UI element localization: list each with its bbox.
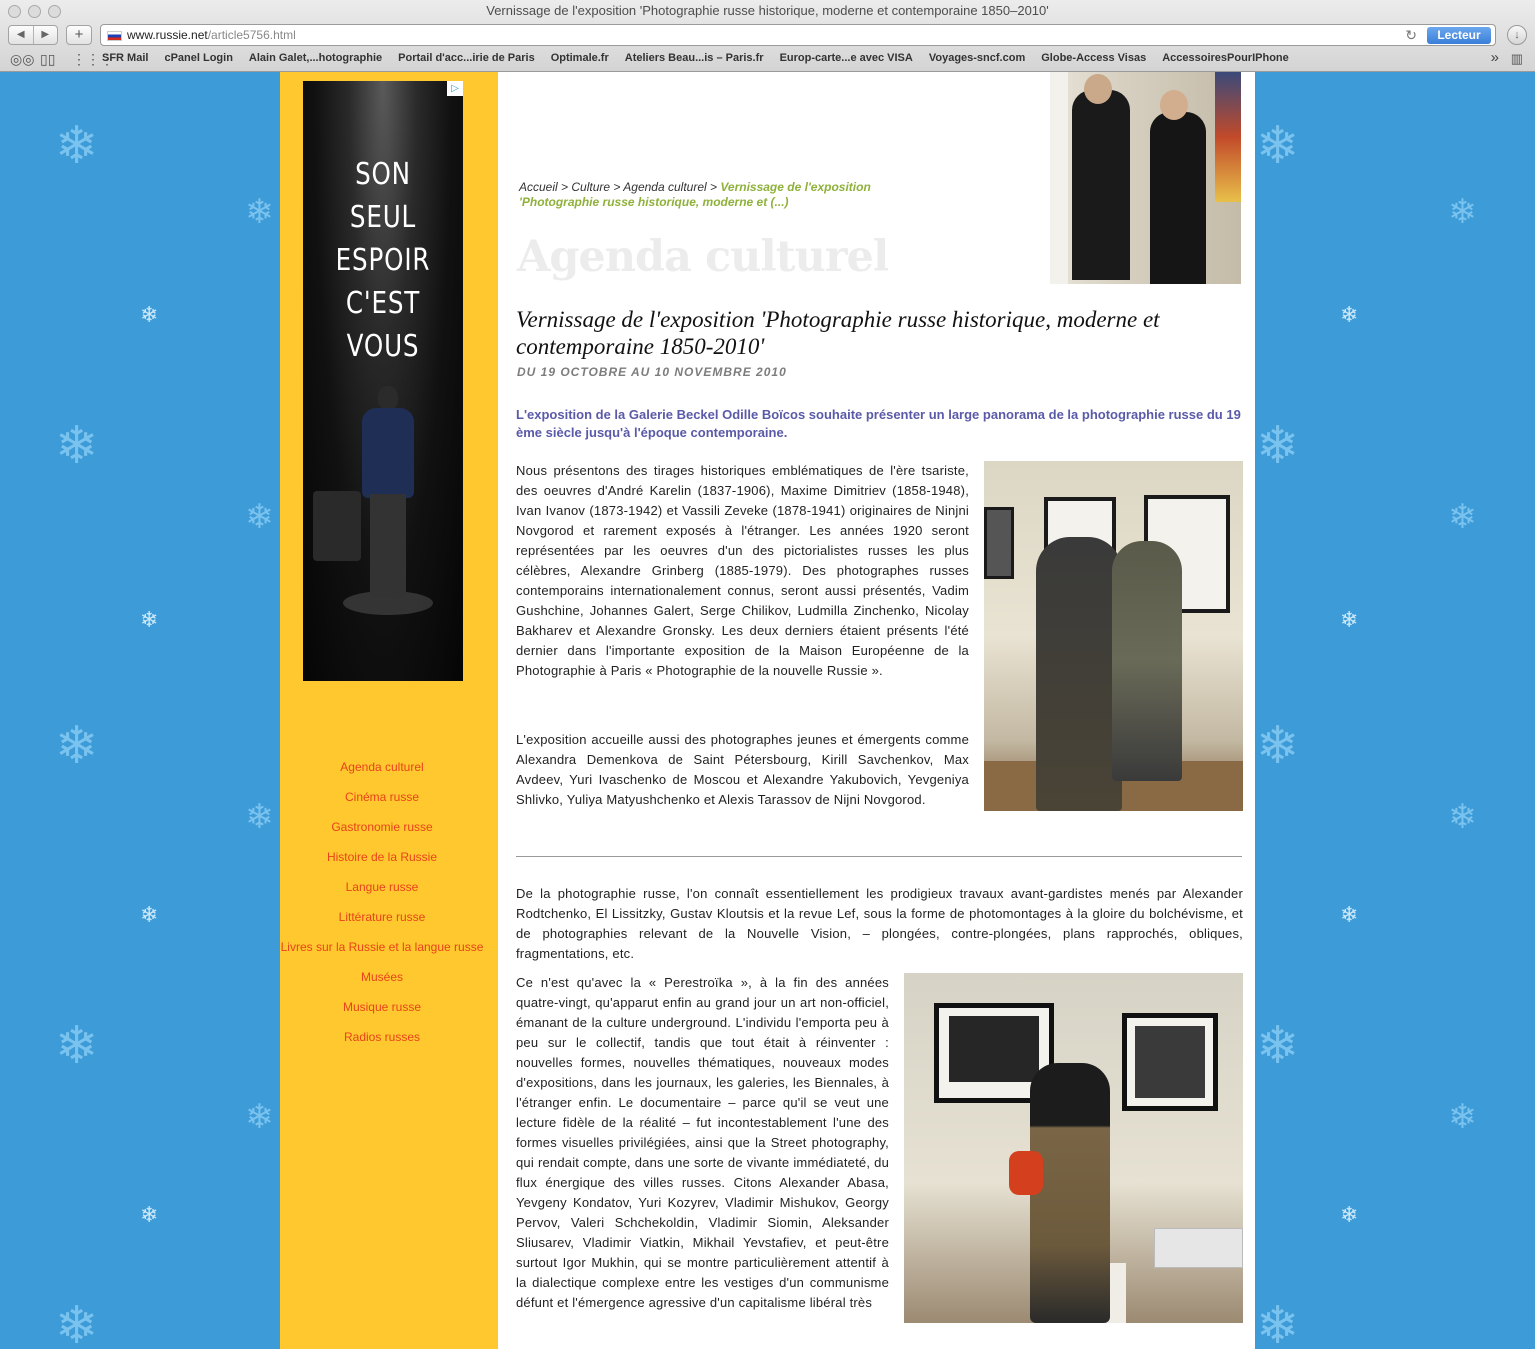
new-tab-button[interactable]: + [66,25,92,45]
sidebar-nav-item[interactable]: Gastronomie russe [331,820,433,834]
sidebar-nav-item[interactable]: Agenda culturel [340,760,424,774]
window-title: Vernissage de l'exposition 'Photographie russe historique, moderne et contemporaine 1850–2010' [486,3,1049,18]
gallery-photo-woman [904,973,1243,1323]
left-sidebar [280,72,498,1349]
bookmarks-bar [0,51,1535,69]
address-bar[interactable] [100,24,1496,46]
breadcrumb-path[interactable]: Accueil > Culture > Agenda culturel > [519,180,721,194]
ad-shopping-cart [313,491,361,561]
sidebar-toggle-icon[interactable]: ▥ [1510,51,1523,66]
reload-icon[interactable]: ↻ [1405,27,1417,43]
snowflake-icon: ❄ [55,416,99,476]
snowflake-icon: ❄ [1256,1016,1300,1076]
paragraph-3: De la photographie russe, l'on connaît essentiellement les prodigieux travaux avant-gardistes menés par Alexander Rodtchenko, El Lissitzky, Gustav Kloutsis et la revue Lef, sous la forme de photomontages à la gloire du bolchévisme, et de photographies relevant de la Nouvelle Vision, – plongées, contre-plongées, plans rapprochés, obliques, fragmentations, etc. [516,886,1243,961]
bookmark-link[interactable]: Optimale.fr [550,52,609,64]
bookmark-link[interactable]: Portail d'acc...irie de Paris [398,52,535,64]
breadcrumb [519,180,919,210]
snowflake-icon: ❄ [55,1016,99,1076]
snowflake-icon: ❄ [1256,716,1300,776]
sidebar-nav-item[interactable]: Musique russe [342,1000,422,1014]
sidebar-nav-item[interactable]: Radios russes [343,1030,421,1044]
paragraph-2: L'exposition accueille aussi des photographes jeunes et émergents comme Alexandra Demenkova de Saint Pétersbourg, Kirill Savchenkov, Max Avdeev, Yuri Ivaschenko de Moscou et Alexandre Yakubovich, Yevgeniya Shlivko, Yuliya Matyushchenko et Alexis Tarassov de Nijni Novgorod. [516,732,969,807]
divider [516,856,1242,857]
ad-homeless-person-image [358,386,418,601]
sidebar-nav-item[interactable]: Musées [360,970,404,984]
header-photo-two-men [1050,72,1241,284]
advertisement-banner[interactable] [303,81,463,681]
bookmark-link[interactable]: cPanel Login [164,52,233,64]
breadcrumb-current: Vernissage de l'exposition 'Photographie russe historique, moderne et (...) [519,180,871,209]
url-path: /article5756.html [207,28,296,42]
bookmark-link[interactable]: Globe-Access Visas [1041,52,1147,64]
snowflake-icon: ❄ [140,903,159,928]
snowflake-icon: ❄ [1340,1203,1359,1228]
main-content [498,72,1255,1349]
snowflake-icon: ❄ [1448,192,1477,232]
sidebar-nav [280,758,484,1058]
downloads-icon[interactable]: ↓ [1507,25,1527,45]
article-intro: L'exposition de la Galerie Beckel Odille Boïcos souhaite présenter un large panorama de la photographie russe du 19 ème siècle jusqu'à l'époque contemporaine. [516,407,1241,440]
bookmark-link[interactable]: Voyages-sncf.com [928,52,1026,64]
history-nav [8,25,58,45]
snowflake-icon: ❄ [1448,1097,1477,1137]
bookmark-link[interactable]: AccessoiresPourIPhone [1162,52,1289,64]
ad-slogan: SON SEUL ESPOIR C'EST VOUS [335,157,431,364]
paragraph-1: Nous présentons des tirages historiques emblématiques de l'ère tsariste, des oeuvres d'André Karelin (1837-1906), Maxime Dimitriev (1858-1948), Ivan Ivanov (1873-1942) et Vassili Zeveke (1878-1941) originaires de Ninjni Novgorod et rarement exposés à l'étranger. Les années 1920 seront représentées par les oeuvres d'un des pictorialistes russes les plus célèbres, Alexandre Grinberg (1885-1979). Des photographes russes contemporains internationalement connus, seront aussi présentés, Vadim Gushchine, Johannes Galert, Serge Chilikov, Ludmilla Zinchenko, Nicolay Bakharev et Alexandre Gronsky. Les deux derniers étaient présents l'été dernier dans l'importante exposition de la Maison Européenne de la Photographie à Paris « Photographie de la nouvelle Russie ». [516,463,969,678]
snowflake-icon: ❄ [1340,608,1359,633]
reading-list-icon[interactable]: ◎◎ [10,51,35,67]
snowflake-icon: ❄ [140,303,159,328]
snowflake-icon: ❄ [55,716,99,776]
snowflake-icon: ❄ [1340,303,1359,328]
snowflake-icon: ❄ [140,608,159,633]
bookmark-link[interactable]: Alain Galet,...hotographie [248,52,383,64]
sidebar-nav-item[interactable]: Langue russe [345,880,419,894]
browser-chrome [0,0,1535,72]
adchoices-icon[interactable]: ▷ [447,81,463,96]
snowflake-icon: ❄ [55,116,99,176]
gallery-photo-visitors [984,461,1243,811]
back-icon[interactable]: ◀ [9,26,34,44]
forward-icon[interactable]: ▶ [41,29,50,40]
snowflake-icon: ❄ [245,1097,274,1137]
reader-button[interactable]: Lecteur [1427,27,1491,44]
snowflake-icon: ❄ [1448,797,1477,837]
snowflake-icon: ❄ [55,1296,99,1349]
snowflake-icon: ❄ [140,1203,159,1228]
more-bookmarks-icon[interactable]: » [1490,49,1499,66]
snowflake-icon: ❄ [1340,903,1359,928]
bookmark-link[interactable]: Ateliers Beau...is – Paris.fr [624,52,764,64]
russia-flag-icon [107,31,122,41]
bookmarks-book-icon[interactable]: ▯▯ [40,51,56,67]
sidebar-nav-item[interactable]: Littérature russe [338,910,426,924]
section-title: Agenda culturel [517,232,889,282]
snowflake-icon: ❄ [245,497,274,537]
article-title: Vernissage de l'exposition 'Photographie russe historique, moderne et contemporaine 1850-2010' [516,307,1160,359]
sidebar-nav-item[interactable]: Cinéma russe [344,790,420,804]
snowflake-icon: ❄ [1256,116,1300,176]
bookmark-link[interactable]: SFR Mail [102,52,149,64]
snowflake-icon: ❄ [1256,1296,1300,1349]
sidebar-nav-item[interactable]: Histoire de la Russie [326,850,438,864]
bookmark-link[interactable]: Europ-carte...e avec VISA [779,52,913,64]
url-text [127,28,296,42]
snowflake-icon: ❄ [1448,497,1477,537]
url-host: www.russie.net [127,28,208,42]
paragraph-4: Ce n'est qu'avec la « Perestroïka », à la fin des années quatre-vingt, qu'apparut enfin au grand jour un art non-officiel, émanant de la culture underground. L'individu l'emporta peu à peu sur le collectif, tandis que tout était à réinventer : nouvelles formes, nouvelles thématiques, nouveaux modes d'expositions, dans les journaux, les galeries, les Biennales, à l'étranger enfin. Le documentaire – parce qu'il se veut une lecture fidèle de la réalité – fut incontestablement l'une des formes visuelles privilégiées, ainsi que la Street photography, qui rendait compte, dans une sorte de vivante immédiateté, du flux énergique des villes russes. Citons Alexander Abasa, Yevgeny Kondatov, Yuri Kozyrev, Vladimir Mishukov, Georgy Pervov, Valeri Schchekoldin, Vladimir Siomin, Aleksander Sliusarev, Vladimir Viatkin, Mikhail Yevstafiev, et peut-être surtout Igor Mukhin, qui se montre particulièrement attentif à la dialectique complexe entre les vestiges d'un communisme défunt et l'émergence agressive d'un capitalisme libéral très [516,975,889,1310]
exhibition-dates: DU 19 OCTOBRE AU 10 NOVEMBRE 2010 [517,365,787,379]
snowflake-icon: ❄ [245,797,274,837]
snowflake-icon: ❄ [1256,416,1300,476]
top-sites-grid-icon[interactable]: ⋮⋮⋮ [72,51,114,67]
sidebar-nav-item[interactable]: Livres sur la Russie et la langue russe [280,940,484,954]
snowflake-icon: ❄ [245,192,274,232]
bookmark-links [102,52,1289,64]
